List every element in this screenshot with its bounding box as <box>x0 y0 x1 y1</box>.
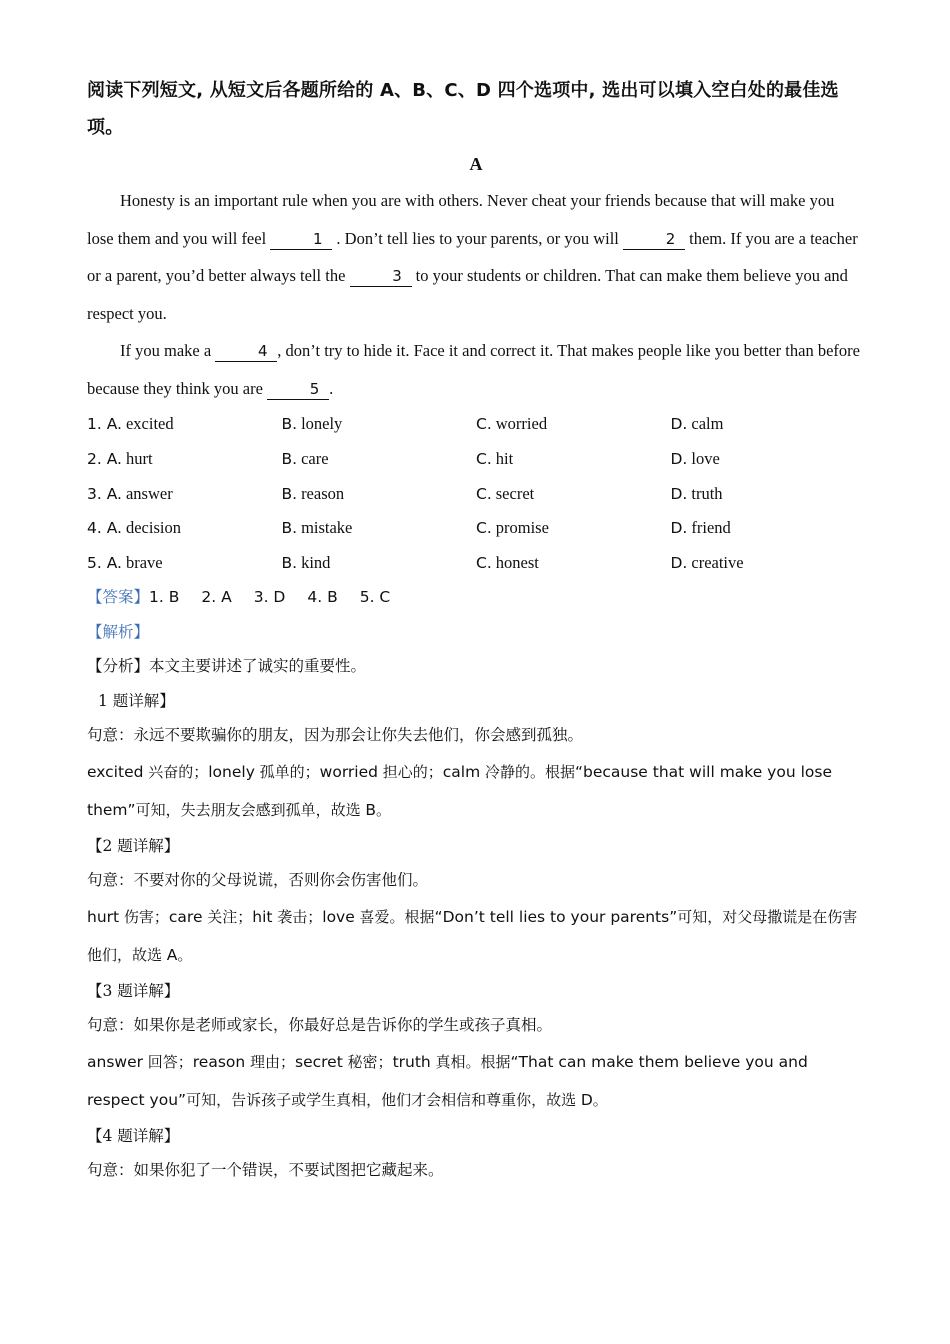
gloss: 秘密； <box>342 1052 393 1071</box>
option-a: brave <box>125 553 163 573</box>
option-d: love <box>691 449 720 469</box>
word: hurt <box>87 907 120 926</box>
option-d: calm <box>691 414 724 434</box>
quote: “Don’t tell lies to your parents” <box>434 907 678 926</box>
passage-text: . Don’t tell lies to your parents, or you will <box>332 228 623 248</box>
answer-item: 3. D <box>253 588 286 607</box>
gloss: 。 <box>177 945 193 964</box>
word: love <box>322 907 355 926</box>
option-b: care <box>301 449 329 469</box>
gloss: 可知，告诉孩子或学生真相，他们才会相信和尊重你，故选 <box>186 1090 581 1109</box>
word: lonely <box>208 762 255 781</box>
blank-1: 1 <box>270 229 332 250</box>
option-c: hit <box>495 449 514 469</box>
option-c: secret <box>495 483 535 503</box>
option-d: friend <box>691 518 731 538</box>
gloss: 回答； <box>142 1052 193 1071</box>
q1-detail-title: 1 题详解】 <box>98 691 175 710</box>
answer-letter: A <box>166 945 178 964</box>
question-row-4 <box>87 511 865 546</box>
q4-detail-title: 【4 题详解】 <box>87 1126 180 1145</box>
gloss: 喜爱。根据 <box>354 907 435 926</box>
word: truth <box>392 1052 431 1071</box>
option-b: reason <box>301 483 345 503</box>
option-label: D. <box>670 484 688 503</box>
answer-label: 【答案】 <box>87 588 150 607</box>
gloss: 冷静的。根据 <box>480 762 575 781</box>
option-a: hurt <box>125 449 153 469</box>
blank-3: 3 <box>350 266 412 287</box>
word: secret <box>295 1052 343 1071</box>
option-b: kind <box>301 553 331 573</box>
answer-item: 2. A <box>201 588 232 607</box>
question-label: 4. A. <box>87 519 122 538</box>
option-a: decision <box>125 518 181 538</box>
question-row-3 <box>87 476 865 511</box>
word: hit <box>252 907 273 926</box>
option-d: truth <box>691 483 723 503</box>
word: reason <box>192 1052 246 1071</box>
section-title: A <box>469 154 483 174</box>
answer-item: 5. C <box>359 588 391 607</box>
option-a: excited <box>125 414 174 434</box>
option-label: B. <box>281 415 298 434</box>
gloss: 袭击； <box>272 907 323 926</box>
gloss: 。 <box>592 1090 608 1109</box>
q3-detail-title: 【3 题详解】 <box>87 981 180 1000</box>
word: answer <box>87 1052 143 1071</box>
option-label: C. <box>476 415 492 434</box>
gloss: 真相。根据 <box>430 1052 511 1071</box>
gloss: 孤单的； <box>254 762 320 781</box>
blank-4: 4 <box>215 341 277 362</box>
question-label: 2. A. <box>87 450 122 469</box>
gloss: 理由； <box>245 1052 295 1071</box>
option-c: worried <box>495 414 548 434</box>
q2-detail-title: 【2 题详解】 <box>87 836 180 855</box>
option-d: creative <box>691 553 744 573</box>
question-label: 1. A. <box>87 415 122 434</box>
option-label: B. <box>281 519 298 538</box>
gloss: 可知，对父母撒谎是在伤害他们，故选 <box>87 907 858 964</box>
option-label: C. <box>476 450 492 469</box>
passage-paragraph-2 <box>87 332 865 407</box>
q4-meaning: 句意：如果你犯了一个错误，不要试图把它藏起来。 <box>87 1161 444 1180</box>
option-label: D. <box>670 450 688 469</box>
gloss: 关注； <box>202 907 253 926</box>
quote: “because that will make you lose them” <box>87 762 832 819</box>
option-label: D. <box>670 519 688 538</box>
q1-explanation <box>87 753 865 829</box>
word: care <box>168 907 203 926</box>
answer-letter: B <box>365 800 376 819</box>
word: calm <box>442 762 481 781</box>
answer-item: 1. B <box>149 588 180 607</box>
passage-text: , don’t try to hide it. Face it and correct it. That makes people like you better than before because they think you are <box>87 341 860 398</box>
passage-text: to your students or children. That can make them believe you and respect you. <box>87 266 848 323</box>
gloss: 担心的； <box>377 762 443 781</box>
options-list <box>87 407 865 580</box>
passage-paragraph-1 <box>87 182 865 332</box>
q2-explanation <box>87 898 865 974</box>
gloss: 兴奋的； <box>143 762 209 781</box>
option-label: B. <box>281 554 298 573</box>
option-a: answer <box>125 483 173 503</box>
option-c: promise <box>495 518 549 538</box>
question-label: 5. A. <box>87 554 122 573</box>
blank-5: 5 <box>267 379 329 400</box>
gloss: 可知，失去朋友会感到孤单，故选 <box>135 800 366 819</box>
answer-line <box>87 580 865 615</box>
option-label: D. <box>670 415 688 434</box>
analysis-label: 【解析】 <box>87 622 150 641</box>
word: worried <box>319 762 378 781</box>
q1-meaning: 句意：永远不要欺骗你的朋友，因为那会让你失去他们，你会感到孤独。 <box>87 726 584 745</box>
passage-text: If you make a <box>120 341 216 360</box>
blank-2: 2 <box>623 229 685 250</box>
passage-text: . <box>329 378 334 398</box>
option-label: C. <box>476 519 492 538</box>
q3-meaning: 句意：如果你是老师或家长，你最好总是告诉你的学生或孩子真相。 <box>87 1016 553 1035</box>
passage-text: them. If you are a teacher or a parent, you’d better always tell the <box>87 228 858 285</box>
question-row-1 <box>87 407 865 442</box>
question-row-2 <box>87 442 865 477</box>
answer-item: 4. B <box>307 588 338 607</box>
gloss: 。 <box>376 800 392 819</box>
option-b: lonely <box>301 414 343 434</box>
option-label: C. <box>476 484 492 503</box>
quote: “That can make them believe you and respect you” <box>87 1052 808 1109</box>
instruction-text: 阅读下列短文, 从短文后各题所给的 A、B、C、D 四个选项中, 选出可以填入空白处的最佳选项。 <box>87 80 839 138</box>
option-b: mistake <box>301 518 353 538</box>
answer-letter: D <box>580 1090 593 1109</box>
option-c: honest <box>495 553 539 573</box>
q3-explanation <box>87 1043 865 1119</box>
word: excited <box>87 762 144 781</box>
document-page <box>87 72 865 1188</box>
option-label: B. <box>281 484 298 503</box>
analysis-summary: 【分析】本文主要讲述了诚实的重要性。 <box>87 657 367 676</box>
option-label: C. <box>476 554 492 573</box>
question-label: 3. A. <box>87 484 122 503</box>
option-label: D. <box>670 554 688 573</box>
option-label: B. <box>281 450 298 469</box>
q2-meaning: 句意：不要对你的父母说谎，否则你会伤害他们。 <box>87 871 429 890</box>
passage-text: Honesty is an important rule when you are with others. Never cheat your friends because that will make you lose them and you will feel <box>87 191 835 248</box>
gloss: 伤害； <box>119 907 169 926</box>
question-row-5 <box>87 546 865 581</box>
